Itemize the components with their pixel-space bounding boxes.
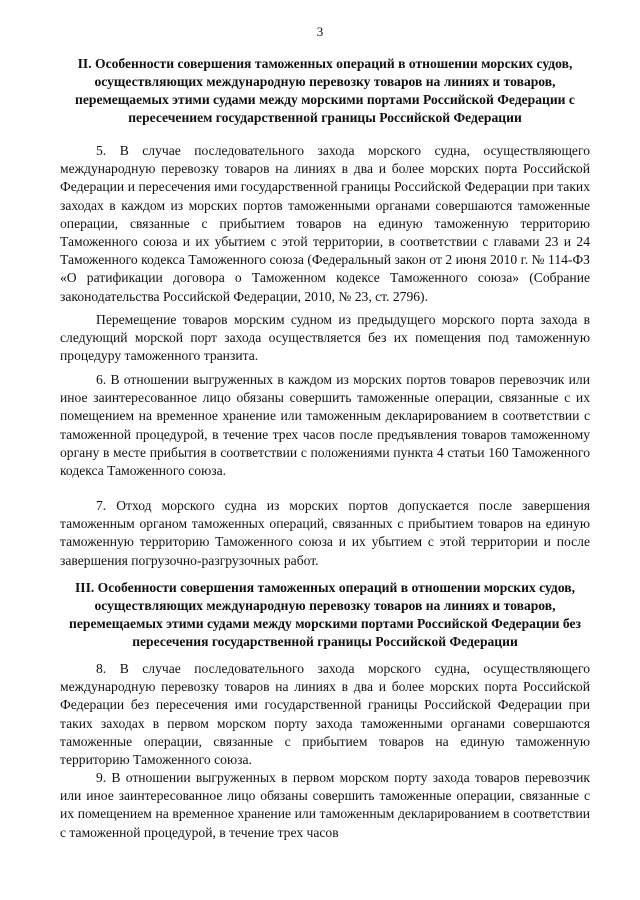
paragraph-6: 6. В отношении выгруженных в каждом из морских портов товаров перевозчик или иное заинтересованное лицо обязаны совершить таможенные операции, связанные с их помещением на временное хранение или таможенным декларированием в соответствии с таможенной процедурой, в течение трех часов после предъявления товаров таможенному органу в месте прибытия в соответствии с положениями пункта 4 статьи 160 Таможенного кодекса Таможенного союза. bbox=[60, 372, 590, 479]
page-number: 3 bbox=[316, 24, 324, 39]
paragraph-5: 5. В случае последовательного захода морского судна, осуществляющего международную перевозку товаров на линиях в два и более морских порта Российской Федерации и пересечения ими государственной границы Российской Федерации при таких заходах в каждом из морских портов таможенными органами совершаются таможенные операции, связанные с прибытием товаров на единую таможенную территорию Таможенного союза и их убытием с этой территории, в соответствии с главами 23 и 24 Таможенного кодекса Таможенного союза (Федеральный закон от 2 июня 2010 г. № 114-ФЗ «О ратификации договора о Таможенном кодексе Таможенного союза» (Собрание законодательства Российской Федерации, 2010, № 23, ст. 2796). bbox=[60, 143, 590, 304]
paragraph-7: 7. Отход морского судна из морских портов допускается после завершения таможенным органом таможенных операций, связанных с прибытием товаров на единую таможенную территорию Таможенного союза и их убытием с этой территории и после завершения погрузочно-разгрузочных работ. bbox=[60, 498, 590, 568]
paragraph-9: 9. В отношении выгруженных в первом морском порту захода товаров перевозчик или иное заинтересованное лицо обязаны совершить таможенные операции, связанные с их помещением на временное хранение или таможенным декларированием в соответствии с таможенной процедурой, в течение трех часов bbox=[60, 770, 590, 840]
paragraph-5-continued: Перемещение товаров морским судном из предыдущего морского порта захода в следующий морской порт захода осуществляется без их помещения под таможенную процедуру таможенного транзита. bbox=[60, 312, 590, 364]
paragraph-8: 8. В случае последовательного захода морского судна, осуществляющего международную перевозку товаров на линиях в два и более морских порта Российской Федерации без пересечения ими государственной границы Российской Федерации при таких заходах в первом морском порту захода таможенными органами совершаются таможенные операции, связанные с прибытием товаров на единую таможенную территорию Таможенного союза. bbox=[60, 661, 590, 768]
section-3-heading: III. Особенности совершения таможенных операций в отношении морских судов, осуществляющих международную перевозку товаров на линиях и товаров, перемещаемых этими судами между морскими портами Российской Федерации без пересечения государственной границы Российской Федерации bbox=[69, 580, 581, 649]
section-2-heading: II. Особенности совершения таможенных операций в отношении морских судов, осуществляющих международную перевозку товаров на линиях и товаров, перемещаемых этими судами между морскими портами Российской Федерации с пересечением государственной границы Российской Федерации bbox=[75, 56, 575, 125]
